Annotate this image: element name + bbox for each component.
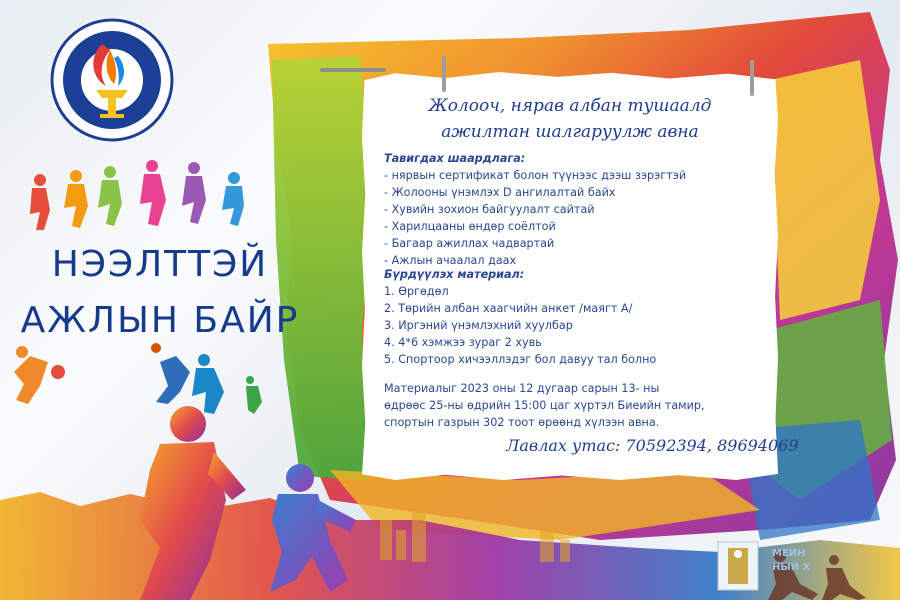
contact-phone: Лавлах утас: 70592394, 89694069 [506, 436, 799, 455]
deadline-text: Материалыг 2023 оны 12 дугаар сарын 13- ны [384, 382, 660, 395]
paper-clip-icon [320, 64, 390, 76]
materials-heading: Бүрдүүлэх материал: [384, 268, 525, 281]
material-item: 4. 4*6 хэмжээ зураг 2 хувь [384, 336, 542, 349]
athletes-decoration [14, 343, 262, 414]
requirement-item: - Ажлын ачаалал даах [384, 254, 517, 267]
requirements-heading: Тавигдах шаардлага: [384, 152, 526, 165]
paper-pin-icon-right [746, 60, 758, 100]
runners-row-decoration [30, 160, 244, 230]
paper-pin-icon [438, 56, 450, 96]
state-emblem-icon [716, 540, 760, 592]
requirement-item: - нярвын сертификат болон түүнээс дээш зэрэгтэй [384, 169, 687, 182]
headline-line1: НЭЭЛТТЭЙ [51, 244, 269, 285]
material-item: 5. Спортоор хичээллэдэг бол давуу тал болно [384, 353, 657, 366]
notice-title-line1: Жолооч, нярав албан тушаалд [428, 96, 712, 116]
requirement-item: - Багаар ажиллах чадвартай [384, 237, 555, 250]
requirement-item: - Харилцааны өндөр соёлтой [384, 220, 556, 233]
stamp-text-line1: МЕЙН [772, 548, 806, 559]
deadline-text: өдрөөс 25-ны өдрийн 15:00 цаг хүртэл Биеийн тамир, [384, 399, 705, 412]
material-item: 3. Иргэний үнэмлэхний хуулбар [384, 319, 573, 332]
headline-line2: АЖЛЫН БАЙР [20, 300, 300, 341]
requirement-item: - Жолооны үнэмлэх D ангилалтай байх [384, 186, 616, 199]
requirement-item: - Хувийн зохион байгуулалт сайтай [384, 203, 595, 216]
organization-logo [48, 16, 176, 144]
stamp-text-line2: НЫЙ Х [772, 562, 811, 573]
material-item: 2. Төрийн албан хаагчийн анкет /маягт А/ [384, 302, 633, 315]
material-item: 1. Өргөдөл [384, 285, 449, 298]
deadline-text: спортын газрын 302 тоот өрөөнд хүлээн авна. [384, 416, 660, 429]
notice-title-line2: ажилтан шалгаруулж авна [441, 122, 699, 142]
